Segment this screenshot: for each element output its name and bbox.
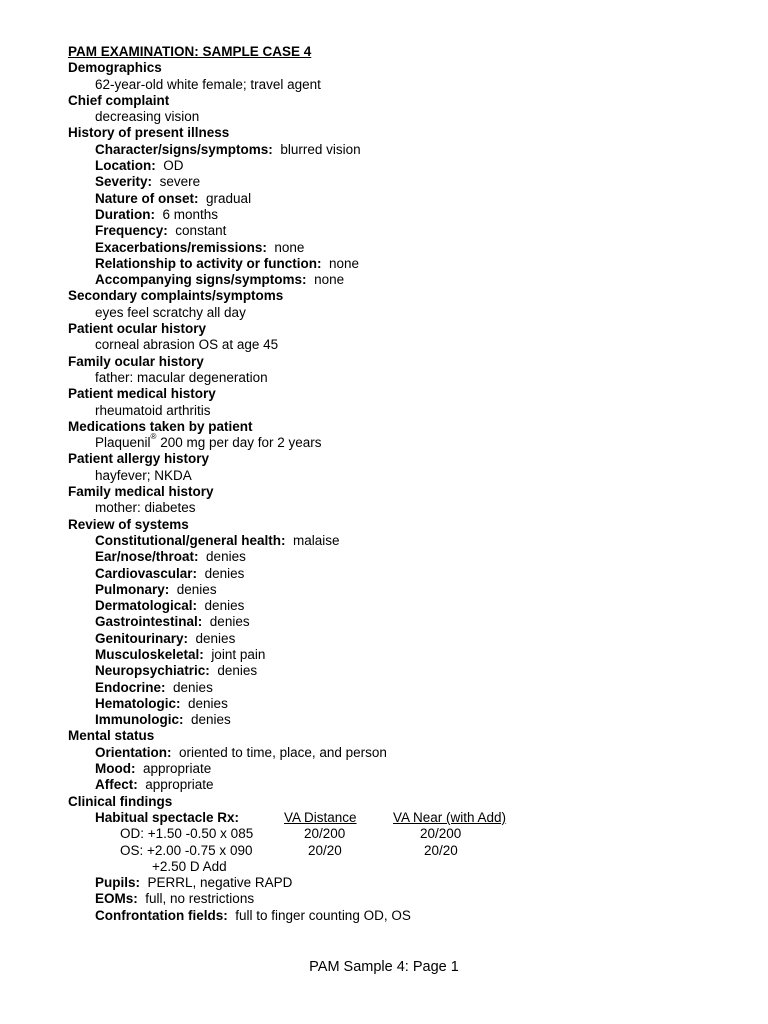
secondary-heading: Secondary complaints/symptoms xyxy=(68,288,284,304)
add-power: +2.50 D Add xyxy=(152,858,227,874)
hpi-label: Nature of onset: xyxy=(95,190,199,206)
hpi-value: none xyxy=(314,272,345,288)
hpi-label: Frequency: xyxy=(95,223,168,239)
mental-value: appropriate xyxy=(145,777,214,793)
ros-item xyxy=(68,533,728,549)
family-medical-heading: Family medical history xyxy=(68,484,214,500)
clinical-item xyxy=(68,891,728,907)
drug-dosage: 200 mg per day for 2 years xyxy=(156,435,322,451)
mental-item xyxy=(68,777,728,793)
ros-item xyxy=(68,647,728,663)
page-footer: PAM Sample 4: Page 1 xyxy=(309,959,459,975)
ros-item xyxy=(68,663,728,679)
hpi-label: Severity: xyxy=(95,174,153,190)
clinical-item xyxy=(68,908,728,924)
demographics-text: 62-year-old white female; travel agent xyxy=(95,76,321,92)
rx-label: Habitual spectacle Rx: xyxy=(95,809,240,825)
hpi-value: OD xyxy=(163,158,184,174)
secondary-text: eyes feel scratchy all day xyxy=(95,304,246,320)
chief-complaint-text: decreasing vision xyxy=(95,109,200,125)
ros-value: malaise xyxy=(293,532,340,548)
ros-value: denies xyxy=(209,614,250,630)
ros-list xyxy=(68,533,728,729)
registered-mark: ® xyxy=(150,432,157,442)
hpi-item xyxy=(68,142,728,158)
od-rx: OD: +1.50 -0.50 x 085 xyxy=(120,826,254,842)
hpi-item xyxy=(68,223,728,239)
hpi-heading: History of present illness xyxy=(68,125,230,141)
demographics-heading: Demographics xyxy=(68,60,162,76)
ros-item xyxy=(68,598,728,614)
mental-status-heading: Mental status xyxy=(68,728,155,744)
va-near-header: VA Near (with Add) xyxy=(393,809,507,825)
ros-label: Endocrine: xyxy=(95,679,166,695)
ros-item xyxy=(68,549,728,565)
hpi-item xyxy=(68,158,728,174)
mental-status-list xyxy=(68,745,728,794)
ros-item xyxy=(68,696,728,712)
ros-item xyxy=(68,712,728,728)
ros-label: Pulmonary: xyxy=(95,581,170,597)
hpi-item xyxy=(68,174,728,190)
ros-label: Ear/nose/throat: xyxy=(95,549,199,565)
od-va-distance: 20/200 xyxy=(304,826,346,842)
ros-label: Immunologic: xyxy=(95,712,184,728)
mental-value: oriented to time, place, and person xyxy=(179,744,387,760)
mental-item xyxy=(68,745,728,761)
ocular-history-heading: Patient ocular history xyxy=(68,321,207,337)
ros-item xyxy=(68,631,728,647)
od-va-near: 20/200 xyxy=(420,826,462,842)
allergy-text: hayfever; NKDA xyxy=(95,467,192,483)
hpi-item xyxy=(68,191,728,207)
mental-value: appropriate xyxy=(143,761,212,777)
ros-value: denies xyxy=(204,565,245,581)
hpi-label: Duration: xyxy=(95,206,155,222)
hpi-value: blurred vision xyxy=(280,141,361,157)
ros-label: Dermatological: xyxy=(95,598,198,614)
medical-history-heading: Patient medical history xyxy=(68,386,216,402)
rx-add-row xyxy=(68,859,728,875)
ros-item xyxy=(68,566,728,582)
rx-header-row xyxy=(68,810,728,826)
hpi-label: Relationship to activity or function: xyxy=(95,255,322,271)
hpi-label: Location: xyxy=(95,158,156,174)
ros-label: Neuropsychiatric: xyxy=(95,663,210,679)
ros-label: Musculoskeletal: xyxy=(95,646,204,662)
rx-os-row xyxy=(68,843,728,859)
spectacle-rx-table xyxy=(68,810,728,875)
hpi-item xyxy=(68,207,728,223)
ros-item xyxy=(68,582,728,598)
ros-value: denies xyxy=(173,679,213,695)
ros-value: denies xyxy=(176,581,217,597)
medications-text xyxy=(68,432,728,451)
clinical-item xyxy=(68,875,728,891)
hpi-list xyxy=(68,142,728,289)
ros-label: Cardiovascular: xyxy=(95,565,198,581)
ros-value: joint pain xyxy=(211,646,266,662)
ros-value: denies xyxy=(188,695,228,711)
ros-value: denies xyxy=(195,630,236,646)
family-ocular-text: father: macular degeneration xyxy=(95,369,268,385)
hpi-value: constant xyxy=(175,223,227,239)
ros-value: denies xyxy=(204,598,245,614)
chief-complaint-heading: Chief complaint xyxy=(68,92,170,108)
medical-history-text: rheumatoid arthritis xyxy=(95,402,211,418)
family-ocular-heading: Family ocular history xyxy=(68,353,204,369)
os-va-distance: 20/20 xyxy=(308,842,342,858)
clinical-label: Pupils: xyxy=(95,875,141,891)
mental-item xyxy=(68,761,728,777)
os-rx: OS: +2.00 -0.75 x 090 xyxy=(120,842,253,858)
mental-label: Mood: xyxy=(95,761,136,777)
hpi-item xyxy=(68,272,728,288)
clinical-label: Confrontation fields: xyxy=(95,907,228,923)
document-title: PAM EXAMINATION: SAMPLE CASE 4 xyxy=(68,44,312,59)
rx-od-row xyxy=(68,826,728,842)
ros-value: denies xyxy=(191,712,231,728)
hpi-value: none xyxy=(329,255,360,271)
drug-name: Plaquenil xyxy=(95,435,151,451)
clinical-findings-heading: Clinical findings xyxy=(68,793,173,809)
hpi-item xyxy=(68,256,728,272)
hpi-value: gradual xyxy=(206,190,252,206)
family-medical-text: mother: diabetes xyxy=(95,500,196,516)
clinical-value: full to finger counting OD, OS xyxy=(235,907,411,923)
clinical-value: PERRL, negative RAPD xyxy=(147,875,293,891)
ros-value: denies xyxy=(217,663,258,679)
hpi-item xyxy=(68,240,728,256)
ocular-history-text: corneal abrasion OS at age 45 xyxy=(95,337,279,353)
hpi-label: Character/signs/symptoms: xyxy=(95,141,273,157)
mental-label: Orientation: xyxy=(95,744,172,760)
medications-heading: Medications taken by patient xyxy=(68,418,253,434)
hpi-value: 6 months xyxy=(162,206,219,222)
allergy-heading: Patient allergy history xyxy=(68,451,210,467)
mental-label: Affect: xyxy=(95,777,138,793)
va-distance-header: VA Distance xyxy=(284,809,357,825)
hpi-value: severe xyxy=(159,174,201,190)
ros-item xyxy=(68,614,728,630)
ros-label: Gastrointestinal: xyxy=(95,614,203,630)
ros-label: Hematologic: xyxy=(95,695,181,711)
ros-heading: Review of systems xyxy=(68,516,189,532)
clinical-label: EOMs: xyxy=(95,891,138,907)
hpi-value: none xyxy=(274,239,305,255)
os-va-near: 20/20 xyxy=(424,842,458,858)
ros-item xyxy=(68,680,728,696)
hpi-label: Exacerbations/remissions: xyxy=(95,239,267,255)
hpi-label: Accompanying signs/symptoms: xyxy=(95,272,307,288)
clinical-value: full, no restrictions xyxy=(145,891,255,907)
ros-value: denies xyxy=(206,549,246,565)
ros-label: Genitourinary: xyxy=(95,630,189,646)
ros-label: Constitutional/general health: xyxy=(95,532,286,548)
document-page xyxy=(68,44,728,924)
